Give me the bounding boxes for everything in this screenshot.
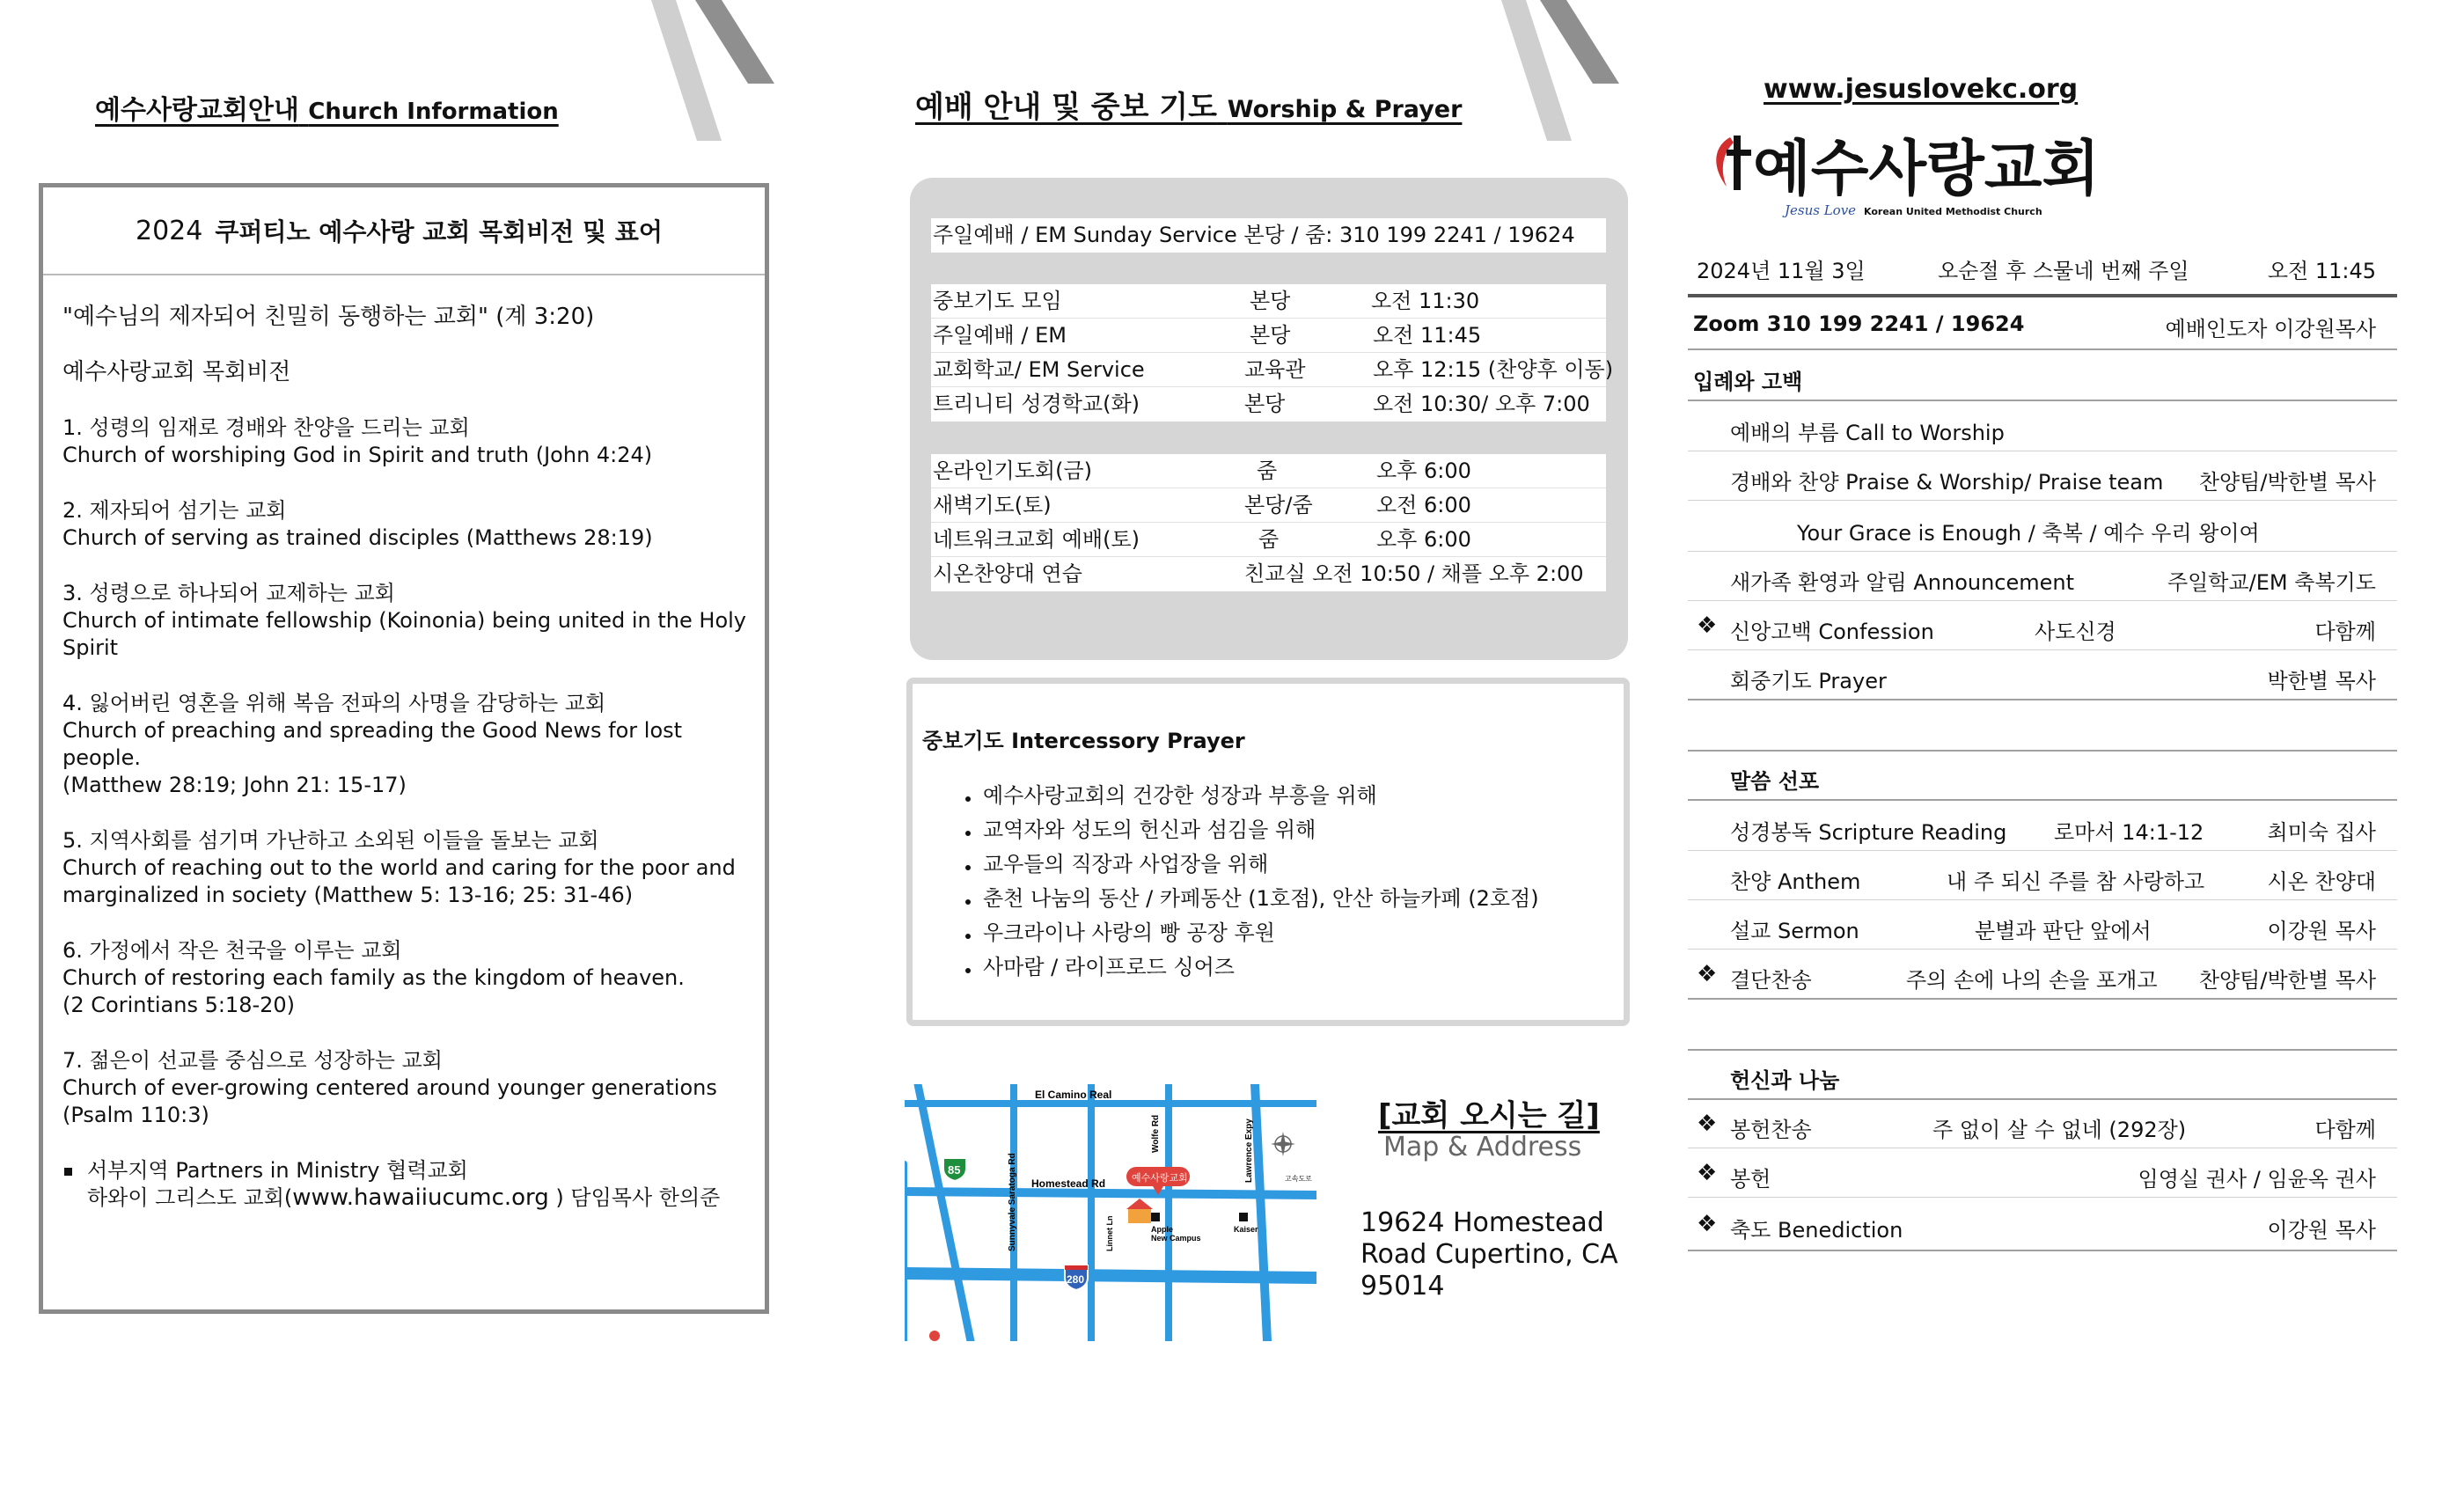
vision-item-en: Church of serving as trained disciples (Matthews 28:19) — [62, 525, 653, 550]
vision-item-en: Church of reaching out to the world and caring for the poor and — [62, 855, 736, 880]
schedule-place: 줌 — [1257, 458, 1278, 483]
schedule-row — [931, 523, 1606, 557]
prayer-list — [965, 779, 1539, 985]
schedule-place: 본당/줌 — [1244, 493, 1313, 517]
schedule-table-1 — [931, 284, 1614, 422]
schedule-name: 온라인기도회(금) — [933, 458, 1093, 483]
congregational-prayer: 회중기도 Prayer — [1730, 669, 1887, 693]
church-map[interactable] — [905, 1084, 1316, 1341]
closing-hymn-title: 주의 손에 나의 손을 포개고 — [1906, 968, 2158, 993]
partner-pastor: ) 담임목사 한의준 — [548, 1185, 721, 1210]
anthem-title: 내 주 되신 주를 참 사랑하고 — [1947, 869, 2205, 894]
service-week: 오순절 후 스물네 번째 주일 — [1938, 259, 2189, 283]
vision-item-ref: (Psalm 110:3) — [62, 1103, 209, 1127]
worship-heading-ko: 예배 안내 및 중보 기도 — [915, 90, 1217, 125]
divider — [1688, 949, 2397, 950]
sunday-service-table — [931, 218, 1606, 253]
divider — [1688, 294, 2397, 297]
vision-item — [62, 1047, 766, 1129]
service-date: 2024년 11월 3일 — [1697, 259, 1866, 283]
map-label-linnet: Linnet Ln — [1105, 1215, 1114, 1251]
vision-item-ref: (Matthew 28:19; John 21: 15-17) — [62, 773, 407, 797]
schedule-place: 본당 — [1250, 323, 1291, 348]
prayer-item: 우크라이나 사랑의 빵 공장 후원 — [965, 916, 1539, 950]
vision-title-text: 쿠퍼티노 예수사랑 교회 목회비전 및 표어 — [215, 217, 663, 246]
divider — [1688, 649, 2397, 650]
bullet-icon: ❖ — [1697, 1211, 1718, 1237]
schedule-row — [931, 488, 1606, 523]
map-label-el-camino: El Camino Real — [1035, 1089, 1112, 1101]
vision-body — [62, 304, 766, 1212]
church-info-heading-ko: 예수사랑교회안내 — [95, 95, 299, 126]
divider — [1688, 899, 2397, 900]
schedule-row — [931, 353, 1614, 387]
vision-item-en: Church of ever-growing centered around younger generations — [62, 1075, 717, 1100]
map-label-small: 고속도로 — [1285, 1175, 1312, 1183]
offering-hymn-by: 다함께 — [2314, 1118, 2376, 1142]
schedule-table-2 — [931, 454, 1606, 591]
logo-title: 예수사랑교회 — [1753, 135, 2101, 204]
confession: 신앙고백 Confession — [1730, 620, 1934, 644]
vision-label: 예수사랑교회 목회비전 — [62, 359, 291, 385]
schedule-row — [931, 557, 1606, 591]
schedule-row — [931, 454, 1606, 488]
divider — [1688, 600, 2397, 601]
worship-heading — [915, 83, 1462, 126]
divider — [1688, 1049, 2397, 1051]
vision-year: 2024 — [136, 215, 203, 246]
divider — [1688, 750, 2397, 752]
call-to-worship: 예배의 부름 Call to Worship — [1730, 421, 2005, 445]
vision-item-ko: 5. 지역사회를 섬기며 가난하고 소외된 이들을 돌보는 교회 — [62, 828, 599, 853]
benediction: 축도 Benediction — [1730, 1218, 1903, 1243]
confession-text: 사도신경 — [2035, 620, 2116, 644]
interstate-280-label: 280 — [1067, 1273, 1085, 1286]
divider — [1688, 348, 2397, 350]
church-info-heading — [95, 88, 559, 127]
church-info-heading-en: Church Information — [308, 99, 559, 125]
vision-item — [62, 827, 766, 909]
website-link[interactable]: www.jesuslovekc.org — [1764, 74, 2079, 105]
schedule-place: 본당 — [1244, 392, 1286, 416]
prayer-item: 예수사랑교회의 건강한 성장과 부흥을 위해 — [965, 779, 1539, 813]
schedule-name: 새벽기도(토) — [933, 493, 1052, 517]
highway-85-shield-icon — [943, 1158, 966, 1181]
map-label-homestead: Homestead Rd — [1031, 1177, 1106, 1190]
offering-by: 임영실 권사 / 임윤옥 권사 — [2138, 1167, 2376, 1192]
vision-item — [62, 690, 766, 799]
confession-by: 다함께 — [2314, 620, 2376, 644]
partner-church — [62, 1157, 766, 1212]
announcement-by: 주일학교/EM 축복기도 — [2167, 570, 2376, 595]
bullet-icon: ❖ — [1697, 961, 1718, 987]
map-label-apple: Apple — [1151, 1225, 1174, 1234]
divider — [1688, 699, 2397, 700]
vision-item-ko: 7. 젊은이 선교를 중심으로 성장하는 교회 — [62, 1048, 443, 1073]
prayer-by: 박한별 목사 — [2267, 669, 2376, 693]
church-motto: "예수님의 제자되어 친밀히 동행하는 교회" (계 3:20) — [62, 304, 595, 330]
announcement: 새가족 환영과 알림 Announcement — [1730, 570, 2075, 595]
vision-item-ko: 6. 가정에서 작은 천국을 이루는 교회 — [62, 938, 402, 963]
scripture-passage: 로마서 14:1-12 — [2054, 820, 2204, 845]
apple-marker-icon — [1151, 1213, 1160, 1221]
scripture-reading: 성경봉독 Scripture Reading — [1730, 820, 2007, 845]
prayer-item: 교우들의 직장과 사업장을 위해 — [965, 847, 1539, 882]
church-address: 19624 Homestead Road Cupertino, CA 95014 — [1360, 1207, 1618, 1302]
vision-item-en: Church of worshiping God in Spirit and truth (John 4:24) — [62, 443, 653, 467]
praise-worship: 경배와 찬양 Praise & Worship/ Praise team — [1730, 470, 2164, 495]
schedule-name: 네트워크교회 예배(토) — [933, 527, 1140, 552]
logo-script: Jesus Love — [1785, 202, 1857, 218]
schedule-time: 오후 6:00 — [1376, 527, 1471, 552]
prayer-item: 춘천 나눔의 동산 / 카페동산 (1호점), 안산 하늘카페 (2호점) — [965, 882, 1539, 916]
vision-item-ref: marginalized in society (Matthew 5: 13-16; 25: 31-46) — [62, 883, 634, 907]
schedule-time: 오후 12:15 (찬양후 이동) — [1373, 357, 1614, 382]
map-subtitle: Map & Address — [1383, 1132, 1582, 1162]
map-label-wolfe: Wolfe Rd — [1151, 1114, 1161, 1153]
vision-item — [62, 580, 766, 662]
closing-hymn: 결단찬송 — [1730, 968, 1812, 993]
vision-item — [62, 414, 766, 469]
map-label-sunnyvale: Sunnyvale Saratoga Rd — [1008, 1153, 1017, 1251]
divider — [1688, 850, 2397, 851]
vision-item-ko: 3. 성령으로 하나되어 교제하는 교회 — [62, 581, 395, 605]
schedule-row — [931, 387, 1606, 422]
map-label-kaiser: Kaiser — [1234, 1225, 1258, 1234]
highway-85-label: 85 — [948, 1163, 961, 1177]
prayer-item: 교역자와 성도의 헌신과 섬김을 위해 — [965, 813, 1539, 847]
vision-title — [43, 187, 765, 275]
vision-item-ko: 1. 성령의 임재로 경배와 찬양을 드리는 교회 — [62, 415, 470, 440]
intercessory-prayer-box — [906, 678, 1630, 1026]
zoom-info: Zoom 310 199 2241 / 19624 — [1693, 312, 2025, 336]
bullet-icon: ❖ — [1697, 1111, 1718, 1137]
vision-item-en: Church of intimate fellowship (Koinonia) being united in the Holy Spirit — [62, 608, 746, 660]
bullet-icon: ❖ — [1697, 612, 1718, 639]
anthem-by: 시온 찬양대 — [2267, 869, 2376, 894]
praise-leader: 찬양팀/박한별 목사 — [2198, 470, 2376, 495]
schedule-time: 오전 11:45 — [1373, 323, 1482, 348]
cross-flame-icon — [1707, 130, 1760, 194]
map-church-label: 예수사랑교회 — [1132, 1172, 1188, 1184]
schedule-time: 오전 10:30/ 오후 7:00 — [1373, 392, 1590, 416]
divider — [1688, 1098, 2397, 1100]
sunday-service-row — [931, 218, 1606, 253]
service-time: 오전 11:45 — [2267, 259, 2376, 283]
benediction-by: 이강원 목사 — [2267, 1218, 2376, 1243]
sermon-title: 분별과 판단 앞에서 — [1975, 919, 2152, 943]
vision-item — [62, 497, 766, 552]
bullet-icon: ❖ — [1697, 1160, 1718, 1186]
divider — [1688, 400, 2397, 401]
reading-by: 최미숙 집사 — [2267, 820, 2376, 845]
closing-hymn-by: 찬양팀/박한별 목사 — [2198, 968, 2376, 993]
schedule-time: 오후 6:00 — [1376, 458, 1471, 483]
anthem: 찬양 Anthem — [1730, 869, 1861, 894]
schedule-name: 주일예배 / EM — [933, 323, 1067, 348]
partner-line: 서부지역 Partners in Ministry 협력교회 — [87, 1158, 468, 1183]
section-entrance: 입례와 고백 — [1693, 370, 1803, 394]
section-word: 말씀 선포 — [1730, 769, 1820, 794]
schedule-name: 중보기도 모임 — [933, 289, 1062, 313]
vision-box — [39, 183, 769, 1314]
divider — [1688, 1250, 2397, 1251]
schedule-place: 줌 — [1258, 527, 1280, 552]
interstate-280-shield-icon — [1065, 1265, 1088, 1290]
prayer-title: 중보기도 Intercessory Prayer — [922, 729, 1245, 753]
compass-icon — [1271, 1132, 1295, 1156]
schedule-row — [931, 319, 1606, 353]
decorative-tab-right — [1496, 0, 1637, 150]
vision-item-ko: 2. 제자되어 섬기는 교회 — [62, 498, 287, 523]
sermon: 설교 Sermon — [1730, 919, 1859, 943]
sunday-service-text: 주일예배 / EM Sunday Service 본당 / 줌: 310 199 2241 / 19624 — [933, 223, 1575, 247]
vision-item-en: Church of preaching and spreading the Good News for lost people. — [62, 718, 683, 770]
praise-songs: Your Grace is Enough / 축복 / 예수 우리 왕이여 — [1797, 521, 2260, 546]
schedule-place: 본당 — [1250, 289, 1291, 313]
divider — [1688, 998, 2397, 1000]
divider — [1688, 500, 2397, 501]
map-label-apple-campus: New Campus — [1151, 1234, 1201, 1243]
kaiser-marker-icon — [1239, 1213, 1248, 1221]
divider — [1688, 551, 2397, 552]
offering-hymn-title: 주 없이 살 수 없네 (292장) — [1932, 1118, 2187, 1142]
vision-item-en: Church of restoring each family as the kingdom of heaven. — [62, 965, 685, 990]
vision-item — [62, 937, 766, 1019]
partner-church-name: 하와이 그리스도 교회( — [87, 1185, 293, 1210]
schedule-time: 오전 6:00 — [1376, 493, 1471, 517]
partner-link[interactable]: www.hawaiiucumc.org — [292, 1184, 549, 1211]
divider — [1688, 1197, 2397, 1198]
offering: 봉헌 — [1730, 1167, 1771, 1192]
schedule-name: 시온찬양대 연습 — [933, 561, 1082, 586]
logo-subtitle: Korean United Methodist Church — [1864, 206, 2042, 217]
prayer-item: 사마람 / 라이프로드 싱어즈 — [965, 950, 1539, 985]
schedule-row — [931, 284, 1606, 319]
decorative-tab-left — [642, 0, 783, 150]
section-dedication: 헌신과 나눔 — [1730, 1068, 1840, 1093]
partner-line — [87, 1184, 766, 1212]
divider — [1688, 799, 2397, 801]
map-corner-icon — [929, 1331, 940, 1341]
worship-leader: 예배인도자 이강원목사 — [2165, 317, 2376, 341]
schedule-name: 교회학교/ EM Service — [933, 357, 1145, 382]
worship-heading-en: Worship & Prayer — [1227, 96, 1463, 123]
offering-hymn: 봉헌찬송 — [1730, 1118, 1812, 1142]
map-roads — [905, 1084, 1316, 1341]
worship-schedule-panel — [910, 178, 1628, 660]
schedule-time: 오전 11:30 — [1371, 289, 1480, 313]
vision-item-ko: 4. 잃어버린 영혼을 위해 복음 전파의 사명을 감당하는 교회 — [62, 691, 606, 715]
schedule-name: 트리니티 성경학교(화) — [933, 392, 1140, 416]
map-title: [교회 오시는 길] — [1378, 1098, 1600, 1133]
map-label-lawrence: Lawrence Expy — [1244, 1118, 1254, 1183]
vision-item-ref: (2 Corintians 5:18-20) — [62, 993, 296, 1017]
church-logo — [1707, 125, 2138, 224]
schedule-place: 친교실 오전 10:50 / 채플 오후 2:00 — [1244, 561, 1584, 586]
schedule-place: 교육관 — [1244, 357, 1306, 382]
sermon-by: 이강원 목사 — [2267, 919, 2376, 943]
